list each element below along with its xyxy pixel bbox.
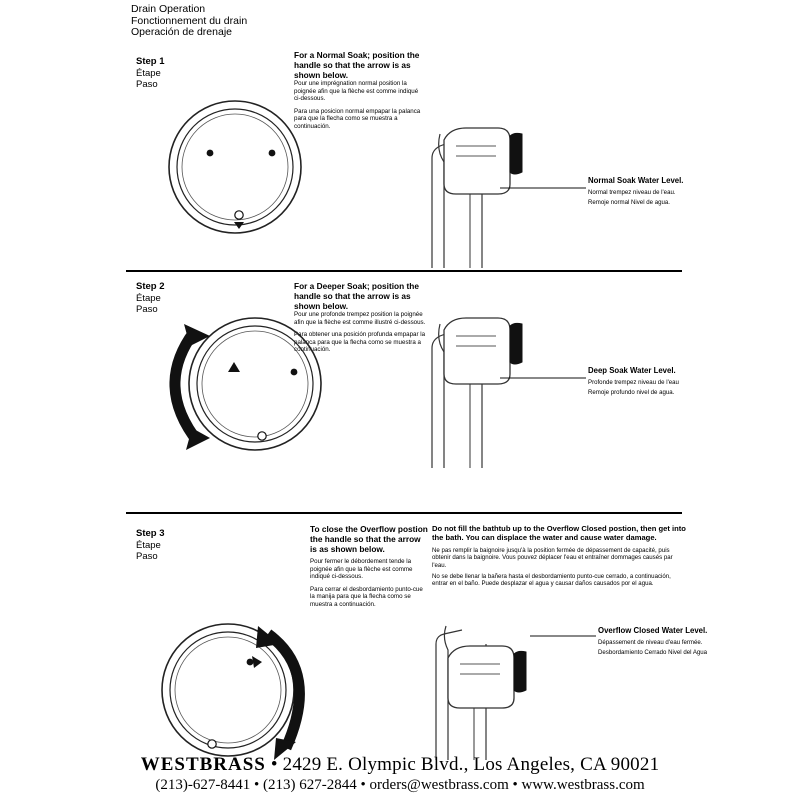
step-2-instruction-es-text: Para obtener una posición profunda empapar la palanca para que la flecha como se muestra a continuación. (294, 331, 426, 354)
page-title (131, 4, 391, 39)
overflow-warning-es: No se debe llenar la bañera hasta el desbordamiento punto-cue cerrado, a continuación, entrar en el baño. Puede desplazar el agua y causar daños causados por el agua. (432, 573, 671, 588)
step-3-label (136, 528, 165, 563)
overflow-warning-fr: Ne pas remplir la baignoire jusqu'à la position fermée de dépassement de capacité, puis obtenir dans la baignoire. Vous pouvez déplacer l'eau et entraîner dommages causés par l'eau. (432, 546, 673, 569)
divider-2 (126, 512, 682, 514)
footer (0, 754, 800, 794)
title-line-fr: Fonctionnement du drain (131, 14, 248, 27)
step-3-label-en: Step 3 (136, 528, 165, 539)
step-2-instruction-en: For a Deeper Soak; position the handle so that the arrow is as shown below. (294, 281, 419, 311)
step-3-label-es: Paso (136, 551, 158, 562)
overflow-warning (432, 524, 687, 588)
overflow-warning-en: Do not fill the bathtub up to the Overflow Closed postion, then get into the bath. You can displace the water and cause water damage. (432, 524, 686, 543)
title-line-es: Operación de drenaje (131, 26, 232, 38)
step-1-leader-line (500, 182, 590, 194)
company-address: • 2429 E. Olympic Blvd., Los Angeles, CA 90021 (265, 754, 660, 775)
footer-address-line (0, 754, 800, 776)
step-1-instruction-en: For a Normal Soak; position the handle so that the arrow is as shown below. (294, 50, 420, 80)
step-2-instruction-fr-text: Pour une profonde trempez position la poignée afin que la flèche est comme illustré ci-dessous. (294, 311, 426, 326)
step-2-water-level-en: Deep Soak Water Level. (588, 366, 676, 375)
step-1-label-es: Paso (136, 79, 158, 90)
step-2-label-es: Paso (136, 304, 158, 315)
step-3-water-level-fr: Dépassement de niveau d'eau fermée. (598, 638, 703, 646)
step-1-label-en: Step 1 (136, 56, 165, 67)
step-2-leader-line (500, 372, 590, 384)
step-3-instruction-en: To close the Overflow postion the handle so that the arrow is as shown below. (310, 524, 428, 554)
company-name: WESTBRASS (140, 754, 266, 775)
footer-contact-line: (213)-627-8441 • (213) 627-2844 • orders@westbrass.com • www.westbrass.com (155, 777, 645, 793)
step-3-water-level-note (598, 626, 718, 656)
step-3-instruction-es-text: Para cerrar el desbordamiento punto-cue la manija para que la flecha como se muestra a continuación. (310, 585, 423, 608)
step-2-water-level-es: Remoje profundo nivel de agua. (588, 389, 675, 396)
step-2-overflow-fitting-diagram (410, 300, 570, 470)
title-line-en: Drain Operation (131, 3, 206, 15)
step-1-instruction-fr (294, 80, 426, 131)
step-1-instruction-es-text: Para una posicion normal empapar la palanca para que la flecha como se muestra a continuación. (294, 107, 421, 130)
step-3-instruction-fr (310, 558, 426, 609)
step-1-instruction-fr-text: Pour une imprégnation normal position la poignée afin que la flèche est comme indiqué ci-dessous. (294, 80, 419, 103)
step-2-knob-diagram (150, 310, 330, 470)
step-3-water-level-es: Desbordamiento Cerrado Nivel del Agua (598, 649, 708, 656)
step-2-label-fr: Étape (136, 292, 161, 304)
divider-1 (126, 270, 682, 272)
step-1-water-level-en: Normal Soak Water Level. (588, 176, 684, 185)
step-1-label-fr: Étape (136, 67, 161, 79)
step-1-water-level-es: Remoje normal Nivel de agua. (588, 199, 670, 206)
step-2-water-level-note (588, 366, 708, 396)
step-1-knob-diagram (160, 95, 310, 245)
step-1-water-level-fr: Normal trempez niveau de l'eau. (588, 188, 676, 196)
step-2-label-en: Step 2 (136, 281, 165, 292)
step-3-water-level-en: Overflow Closed Water Level. (598, 626, 708, 635)
step-3-instruction-fr-text: Pour fermer le débordement tende la poignée afin que la flèche est comme indiqué ci-dessous. (310, 558, 413, 581)
step-2-water-level-fr: Profonde trempez niveau de l'eau (588, 378, 679, 386)
step-3-leader-line (530, 630, 600, 642)
step-1-label (136, 56, 165, 91)
step-1-water-level-note (588, 176, 708, 206)
step-3-label-fr: Étape (136, 539, 161, 551)
